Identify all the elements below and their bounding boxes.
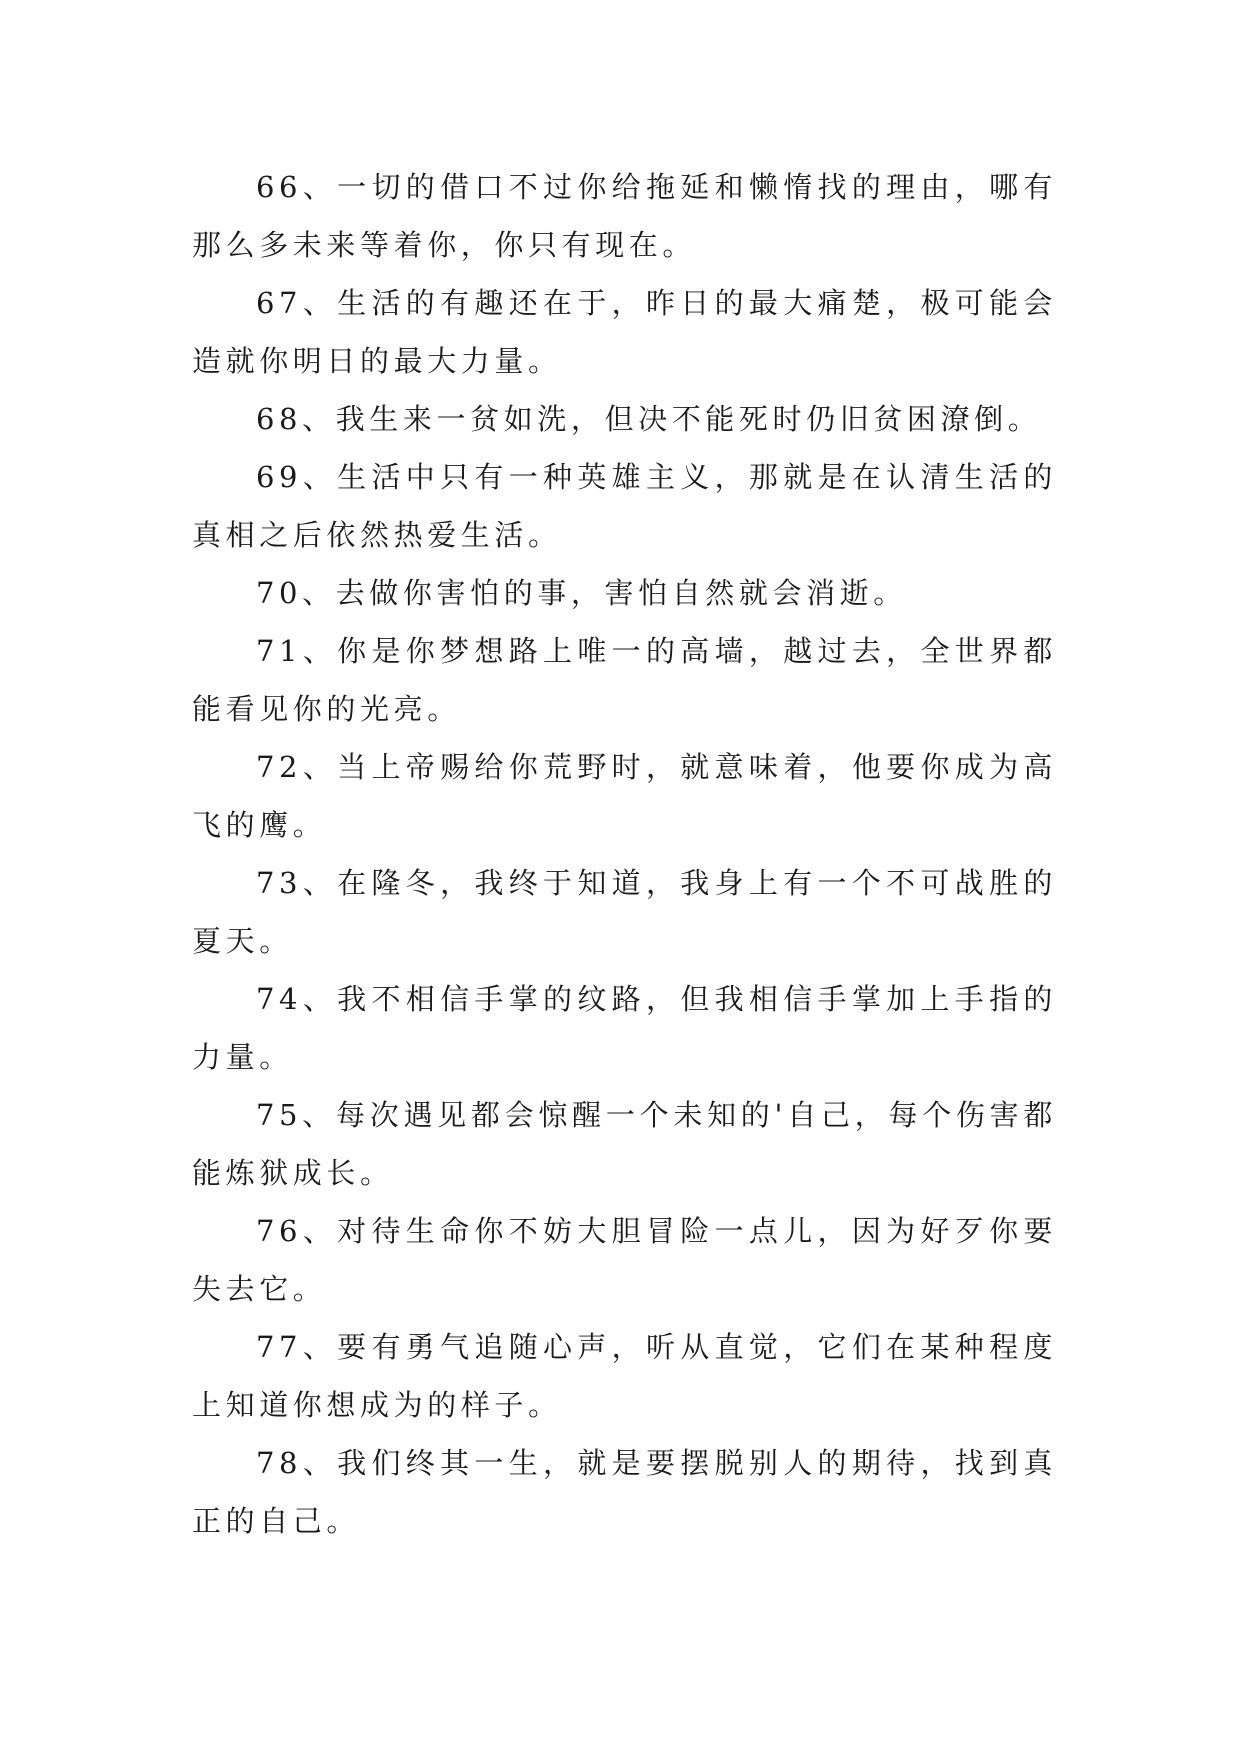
quote-78: 78、我们终其一生，就是要摆脱别人的期待，找到真正的自己。 xyxy=(192,1446,1057,1538)
quote-74: 74、我不相信手掌的纹路，但我相信手掌加上手指的力量。 xyxy=(192,982,1057,1074)
quote-70: 70、去做你害怕的事，害怕自然就会消逝。 xyxy=(256,576,907,610)
quote-71: 71、你是你梦想路上唯一的高墙，越过去，全世界都能看见你的光亮。 xyxy=(192,634,1057,726)
quote-75: 75、每次遇见都会惊醒一个未知的'自己，每个伤害都能炼狱成长。 xyxy=(192,1098,1057,1190)
quote-69: 69、生活中只有一种英雄主义，那就是在认清生活的真相之后依然热爱生活。 xyxy=(192,460,1057,552)
quote-73: 73、在隆冬，我终于知道，我身上有一个不可战胜的夏天。 xyxy=(192,866,1057,958)
quote-67: 67、生活的有趣还在于，昨日的最大痛楚，极可能会造就你明日的最大力量。 xyxy=(192,286,1057,378)
quote-76: 76、对待生命你不妨大胆冒险一点儿，因为好歹你要失去它。 xyxy=(192,1214,1057,1306)
quote-72: 72、当上帝赐给你荒野时，就意味着，他要你成为高飞的鹰。 xyxy=(192,750,1057,842)
quote-77: 77、要有勇气追随心声，听从直觉，它们在某种程度上知道你想成为的样子。 xyxy=(192,1330,1057,1422)
document-body xyxy=(192,158,1057,1550)
quote-66: 66、一切的借口不过你给拖延和懒惰找的理由，哪有那么多未来等着你，你只有现在。 xyxy=(192,170,1057,262)
quote-68: 68、我生来一贫如洗，但决不能死时仍旧贫困潦倒。 xyxy=(256,402,1042,436)
